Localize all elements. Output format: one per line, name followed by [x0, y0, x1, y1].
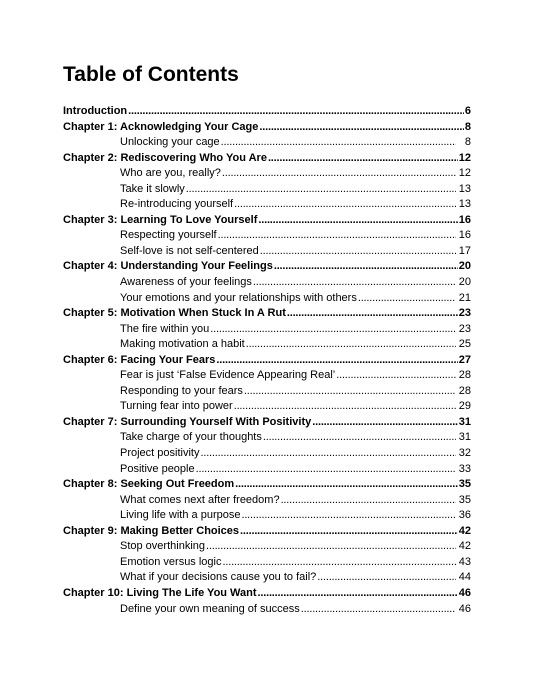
toc-entry-label: Awareness of your feelings — [120, 276, 252, 289]
dot-leader — [312, 415, 458, 431]
toc-entry-label: Living life with a purpose — [120, 509, 241, 522]
toc-entry-page-number: 20 — [458, 260, 471, 273]
toc-entry-label: The fire within you — [120, 322, 210, 335]
toc-entry-page-number: 42 — [458, 524, 471, 537]
dot-leader — [221, 135, 456, 151]
toc-entry-label: Stop overthinking — [120, 540, 205, 553]
toc-section-entry[interactable] — [63, 322, 471, 338]
toc-section-entry[interactable] — [63, 228, 471, 244]
toc-entry-page-number: 25 — [458, 338, 471, 351]
toc-entry-page-number: 27 — [458, 353, 471, 366]
dot-leader — [200, 446, 456, 462]
toc-entry-label: Chapter 3: Learning To Love Yourself — [63, 213, 258, 226]
dot-leader — [246, 337, 456, 353]
toc-entry-label: Emotion versus logic — [120, 555, 222, 568]
dot-leader — [301, 602, 456, 618]
toc-entry-label: Chapter 1: Acknowledging Your Cage — [63, 120, 259, 133]
toc-entry-page-number: 42 — [458, 540, 471, 553]
toc-section-entry[interactable] — [63, 399, 471, 415]
dot-leader — [186, 182, 456, 198]
toc-section-entry[interactable] — [63, 368, 471, 384]
dot-leader — [317, 570, 456, 586]
toc-section-entry[interactable] — [63, 570, 471, 586]
dot-leader — [258, 213, 457, 229]
toc-entry-page-number: 46 — [458, 602, 471, 615]
toc-entry-label: Chapter 8: Seeking Out Freedom — [63, 478, 235, 491]
toc-entry-label: Chapter 6: Facing Your Fears — [63, 353, 216, 366]
dot-leader — [216, 353, 457, 369]
dot-leader — [336, 368, 456, 384]
dot-leader — [268, 151, 458, 167]
toc-entry-label: Chapter 7: Surrounding Yourself With Positivity — [63, 415, 312, 428]
toc-entry-page-number: 16 — [458, 229, 471, 242]
toc-entry-label: Self-love is not self-centered — [120, 244, 259, 257]
dot-leader — [241, 508, 456, 524]
dot-leader — [128, 104, 464, 120]
toc-section-entry[interactable] — [63, 384, 471, 400]
toc-entry-label: Who are you, really? — [120, 167, 221, 180]
toc-entry-page-number: 13 — [458, 182, 471, 195]
toc-entry-label: Take charge of your thoughts — [120, 431, 262, 444]
dot-leader — [259, 120, 463, 136]
dot-leader — [234, 197, 456, 213]
dot-leader — [206, 539, 456, 555]
toc-entry-label: Chapter 4: Understanding Your Feelings — [63, 260, 273, 273]
toc-section-entry[interactable] — [63, 446, 471, 462]
toc-entry-label: What comes next after freedom? — [120, 493, 280, 506]
toc-entry-page-number: 33 — [458, 462, 471, 475]
toc-entry-page-number: 17 — [458, 244, 471, 257]
toc-section-entry[interactable] — [63, 539, 471, 555]
toc-entry-page-number: 46 — [458, 586, 471, 599]
toc-entry-page-number: 35 — [458, 478, 471, 491]
toc-entry-page-number: 12 — [458, 167, 471, 180]
toc-entry-label: Re-introducing yourself — [120, 198, 234, 211]
toc-entry-label: Making motivation a habit — [120, 338, 245, 351]
dot-leader — [240, 524, 458, 540]
toc-entry-label: Turning fear into power — [120, 400, 233, 413]
toc-section-entry[interactable] — [63, 462, 471, 478]
dot-leader — [287, 306, 458, 322]
dot-leader — [196, 462, 456, 478]
toc-entry-page-number: 16 — [458, 213, 471, 226]
toc-chapter-entry[interactable] — [63, 306, 471, 322]
dot-leader — [253, 275, 456, 291]
toc-entry-label: Responding to your fears — [120, 384, 243, 397]
dot-leader — [223, 555, 457, 571]
toc-entry-label: Chapter 2: Rediscovering Who You Are — [63, 151, 267, 164]
toc-chapter-entry[interactable] — [63, 151, 471, 167]
dot-leader — [258, 586, 458, 602]
dot-leader — [274, 259, 458, 275]
toc-section-entry[interactable] — [63, 135, 471, 151]
page-title: Table of Contents — [63, 63, 239, 86]
toc-entry-label: Project positivity — [120, 447, 200, 460]
toc-section-entry[interactable] — [63, 182, 471, 198]
toc-entry-label: Chapter 10: Living The Life You Want — [63, 586, 257, 599]
toc-entry-page-number: 31 — [458, 431, 471, 444]
toc-entry-page-number: 28 — [458, 369, 471, 382]
toc-entry-label: Respecting yourself — [120, 229, 217, 242]
toc-entry-label: What if your decisions cause you to fail? — [120, 571, 317, 584]
toc-section-entry[interactable] — [63, 291, 471, 307]
toc-entry-page-number: 35 — [458, 493, 471, 506]
toc-entry-label: Define your own meaning of success — [120, 602, 300, 615]
toc-entry-page-number: 36 — [458, 509, 471, 522]
dot-leader — [234, 399, 456, 415]
toc-entry-page-number: 21 — [458, 291, 471, 304]
toc-entry-page-number: 6 — [464, 105, 471, 117]
toc-entry-page-number: 43 — [458, 555, 471, 568]
toc-chapter-entry[interactable] — [63, 353, 471, 369]
toc-entry-label: Chapter 5: Motivation When Stuck In A Rut — [63, 307, 286, 320]
toc-section-entry[interactable] — [63, 244, 471, 260]
toc-entry-page-number: 12 — [458, 151, 471, 164]
dot-leader — [244, 384, 456, 400]
toc-entry-label: Unlocking your cage — [120, 136, 220, 149]
table-of-contents — [63, 104, 471, 617]
toc-entry-page-number: 44 — [458, 571, 471, 584]
toc-chapter-entry[interactable] — [63, 415, 471, 431]
toc-entry-page-number: 8 — [464, 136, 471, 149]
toc-chapter-entry[interactable] — [63, 586, 471, 602]
toc-section-entry[interactable] — [63, 508, 471, 524]
toc-entry-page-number: 20 — [458, 276, 471, 289]
toc-entry-page-number: 8 — [464, 120, 471, 133]
dot-leader — [263, 430, 456, 446]
toc-chapter-entry[interactable] — [63, 524, 471, 540]
toc-entry-page-number: 29 — [458, 400, 471, 413]
toc-entry-page-number: 28 — [458, 384, 471, 397]
toc-entry-label: Fear is just ‘False Evidence Appearing Real’ — [120, 369, 336, 382]
toc-section-entry[interactable] — [63, 555, 471, 571]
toc-entry-label: Take it slowly — [120, 182, 185, 195]
toc-section-entry[interactable] — [63, 197, 471, 213]
toc-section-entry[interactable] — [63, 166, 471, 182]
toc-chapter-entry[interactable] — [63, 259, 471, 275]
toc-entry-page-number: 23 — [458, 307, 471, 320]
toc-chapter-entry[interactable] — [63, 120, 471, 136]
toc-section-entry[interactable] — [63, 602, 471, 618]
toc-section-entry[interactable] — [63, 430, 471, 446]
toc-entry-page-number: 32 — [458, 447, 471, 460]
toc-chapter-entry[interactable] — [63, 104, 471, 120]
toc-entry-label: Your emotions and your relationships with others — [120, 291, 357, 304]
dot-leader — [222, 166, 456, 182]
toc-section-entry[interactable] — [63, 337, 471, 353]
toc-chapter-entry[interactable] — [63, 477, 471, 493]
toc-entry-label: Positive people — [120, 462, 195, 475]
dot-leader — [210, 322, 456, 338]
dot-leader — [235, 477, 458, 493]
dot-leader — [358, 291, 456, 307]
dot-leader — [260, 244, 456, 260]
toc-section-entry[interactable] — [63, 493, 471, 509]
toc-entry-label: Introduction — [63, 105, 128, 117]
toc-entry-page-number: 13 — [458, 198, 471, 211]
toc-chapter-entry[interactable] — [63, 213, 471, 229]
toc-entry-page-number: 31 — [458, 415, 471, 428]
dot-leader — [218, 228, 456, 244]
toc-entry-page-number: 23 — [458, 322, 471, 335]
toc-section-entry[interactable] — [63, 275, 471, 291]
toc-entry-label: Chapter 9: Making Better Choices — [63, 524, 240, 537]
dot-leader — [281, 493, 456, 509]
